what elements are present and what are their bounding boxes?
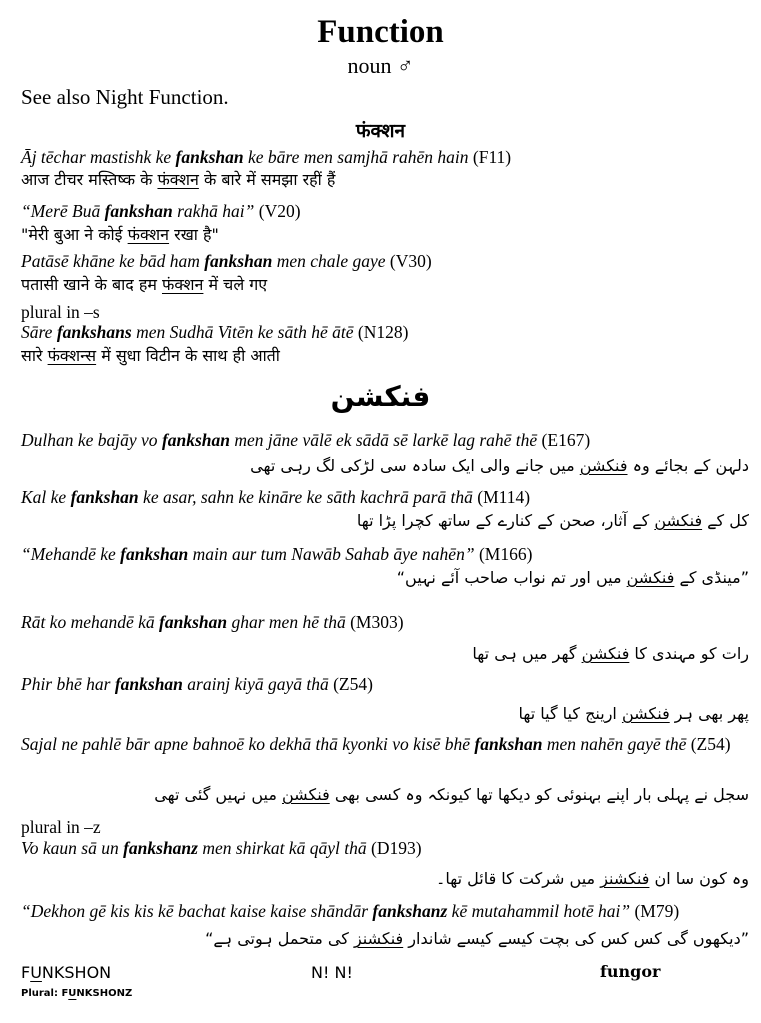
example-urdu: سجل نے پہلی بار اپنے بہنوئی کو دیکھا تھا کیونکہ وہ کسی بھی فنکشن میں نہیں گئی تھی [154, 785, 749, 804]
plural-pronunciation: Plural: FUNKSHONZ [21, 988, 133, 999]
part-of-speech [0, 53, 761, 79]
example-urdu: پھر بھی ہر فنکشن ارینج کیا گیا تھا [518, 704, 749, 723]
see-also: See also Night Function. [21, 85, 229, 109]
example-roman: Kal ke fankshan ke asar, sahn ke kināre ke sāth kachrā parā thā (M114) [21, 487, 531, 507]
example-roman: Vo kaun sā un fankshanz men shirkat kā qāyl thā (D193) [21, 838, 422, 858]
hindi-heading: फंक्शन [355, 120, 406, 142]
example-hindi: पतासी खाने के बाद हम फंक्शन में चले गए [21, 275, 268, 294]
pos-label: noun [347, 53, 392, 78]
example-urdu: دلہن کے بجائے وہ فنکشن میں جانے والی ایک سادہ سی لڑکی لگ رہی تھی [250, 456, 749, 475]
example-roman: Phir bhē har fankshan arainj kiyā gayā thā (Z54) [21, 674, 373, 694]
example-hindi: सारे फंक्शन्स में सुधा विटीन के साथ ही आती [21, 346, 280, 365]
example-urdu: ”دیکھوں گی کس کس کی بچت کیسے کیسے شاندار فنکشنز کی متحمل ہوتی ہے“ [205, 929, 749, 948]
example-urdu: ”مینڈی کے فنکشن میں اور تم نواب صاحب آئے نہیں“ [396, 568, 749, 587]
footer-middle: N! N! [311, 963, 353, 982]
example-hindi: "मेरी बुआ ने कोई फंक्शन रखा है" [21, 225, 219, 244]
urdu-heading: فنکشن [330, 380, 431, 413]
pronunciation: FUNKSHON [21, 963, 112, 982]
example-roman: Sajal ne pahlē bār apne bahnoē ko dekhā thā kyonki vo kisē bhē fankshan men nahēn gayē thē (Z54) [21, 734, 731, 754]
example-roman: “Dekhon gē kis kis kē bachat kaise kaise shāndār fankshanz kē mutahammil hotē hai” (M79) [21, 901, 680, 921]
example-roman: “Mehandē ke fankshan main aur tum Nawāb Sahab āye nahēn” (M166) [21, 544, 533, 564]
example-roman: Dulhan ke bajāy vo fankshan men jāne vālē ek sādā sē larkē lag rahē thē (E167) [21, 430, 591, 450]
example-roman: Patāsē khāne ke bād ham fankshan men chale gaye (V30) [21, 251, 432, 271]
example-urdu: رات کو مہندی کا فنکشن گھر میں ہی تھا [472, 644, 749, 663]
example-urdu: وہ کون سا ان فنکشنز میں شرکت کا قائل تھا۔ [435, 869, 749, 888]
example-roman: Āj tēchar mastishk ke fankshan ke bāre men samjhā rahēn hain (F11) [21, 147, 512, 167]
example-roman: Sāre fankshans men Sudhā Vitēn ke sāth hē ātē (N128) [21, 322, 409, 342]
example-hindi: आज टीचर मस्तिष्क के फंक्शन के बारे में समझा रहीं हैं [21, 170, 336, 189]
footer-right: fungor [600, 962, 661, 981]
plural-label: plural in –z [21, 817, 101, 837]
example-roman: “Merē Buā fankshan rakhā hai” (V20) [21, 201, 301, 221]
example-roman: Rāt ko mehandē kā fankshan ghar men hē thā (M303) [21, 612, 404, 632]
headword: Function [317, 14, 444, 50]
example-urdu: کل کے فنکشن کے آثار، صحن کے کنارے کے ساتھ کچرا پڑا تھا [356, 511, 749, 530]
plural-label: plural in –s [21, 302, 100, 322]
male-gender-icon: ♂ [397, 53, 414, 78]
